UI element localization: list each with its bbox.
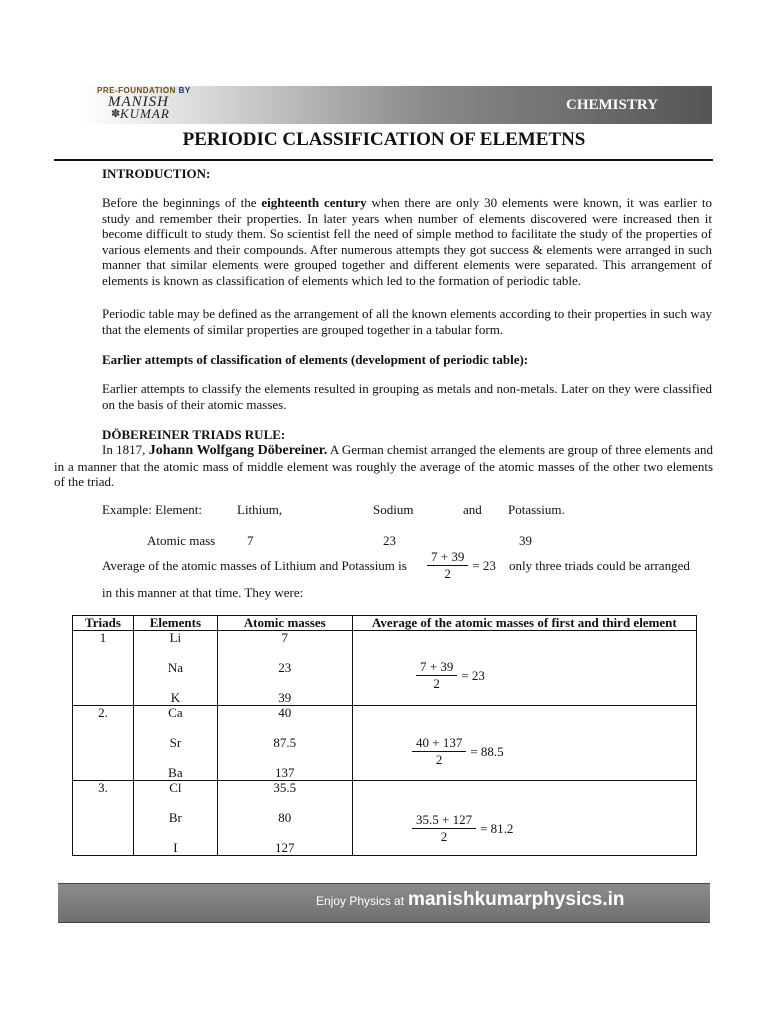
mass-sodium: 23 [383, 533, 396, 548]
example-label: Example: Element: [102, 502, 202, 517]
subject-label: CHEMISTRY [566, 97, 658, 113]
logo-name-last: KUMAR [120, 106, 170, 121]
average-fraction-row-1: $\frac{7 + 39}{2}$ = 23 [416, 660, 485, 692]
logo-tagline: PRE-FOUNDATION BY [97, 86, 191, 95]
masses-cell: 7 23 39 [217, 631, 352, 706]
table-header-row [73, 616, 697, 631]
header-atomic-masses: Atomic masses [217, 616, 352, 631]
intro-heading: INTRODUCTION: [102, 166, 211, 181]
elements-cell: Cl Br I [133, 781, 217, 856]
table-row [73, 706, 697, 781]
average-text: Average of the atomic masses of Lithium and Potassium is [102, 558, 407, 573]
average-fraction-row-3: $\frac{35.5 + 127}{2}$ = 81.2 [412, 813, 513, 845]
table-row [73, 631, 697, 706]
elements-cell: Li Na K [133, 631, 217, 706]
masses-cell: 40 87.5 137 [217, 706, 352, 781]
example-and: and [463, 502, 482, 517]
average-fraction-row-2: $\frac{40 + 137}{2}$ = 88.5 [412, 736, 504, 768]
average-after: only three triads could be arranged [509, 558, 690, 573]
elements-cell: Ca Sr Ba [133, 706, 217, 781]
masses-cell: 35.5 80 127 [217, 781, 352, 856]
triad-number: 1 [73, 631, 134, 706]
logo-name-first: MANISH [108, 94, 169, 110]
average-line2: in this manner at that time. They were: [102, 585, 304, 600]
logo-emblem-icon: ✽ [111, 108, 121, 120]
intro-paragraph-1: Before the beginnings of the eighteenth century when there are only 30 elements were known, it was earlier to study and remember their properties. In later years when number of elements discovered were increased then it become difficult to study them. So scientist fell the need of simple method to facilitate the study of the properties of various elements and their compounds. After numerous attempts they got success & elements were arranged in such manner that similar elements were grouped together and different elements were separated. This arrangement of elements is known as classification of elements which led to the formation of periodic table. [102, 195, 713, 288]
page-title: PERIODIC CLASSIFICATION OF ELEMETNS [182, 129, 586, 150]
header-elements: Elements [133, 616, 217, 631]
average-cell [352, 781, 696, 856]
dobereiner-paragraph: In 1817, Johann Wolfgang Döbereiner. A German chemist arranged the elements are group of three elements and in a manner that the atomic mass of middle element was roughly the average of the atomic masses of the other two elements of the triad. [54, 442, 713, 490]
title-divider [54, 159, 713, 161]
example-lithium: Lithium, [237, 502, 283, 517]
triads-table [72, 615, 697, 856]
attempts-paragraph: Earlier attempts to classify the elements resulted in grouping as metals and non-metals. Later on they were classified on the basis of their atomic masses. [102, 381, 712, 412]
header-triads: Triads [73, 616, 134, 631]
header-average: Average of the atomic masses of first and third element [352, 616, 696, 631]
mass-lithium: 7 [247, 533, 254, 548]
table-row [73, 781, 697, 856]
mass-potassium: 39 [519, 533, 532, 548]
example-sodium: Sodium [373, 502, 414, 517]
triad-number: 2. [73, 706, 134, 781]
average-cell [352, 706, 696, 781]
dobereiner-heading: DÖBEREINER TRIADS RULE: [102, 427, 286, 442]
average-fraction: $\frac{7 + 39}{2}$ = 23 [427, 550, 496, 582]
atomic-mass-label: Atomic mass [147, 533, 216, 548]
example-potassium: Potassium. [508, 502, 565, 517]
triad-number: 3. [73, 781, 134, 856]
intro-paragraph-2: Periodic table may be defined as the arrangement of all the known elements according to their properties in such way that the elements of similar properties are grouped together in a tabular form. [102, 306, 712, 337]
average-cell [352, 631, 696, 706]
footer-link[interactable]: Enjoy Physics at manishkumarphysics.in [316, 889, 625, 910]
attempts-heading: Earlier attempts of classification of elements (development of periodic table): [102, 352, 529, 367]
